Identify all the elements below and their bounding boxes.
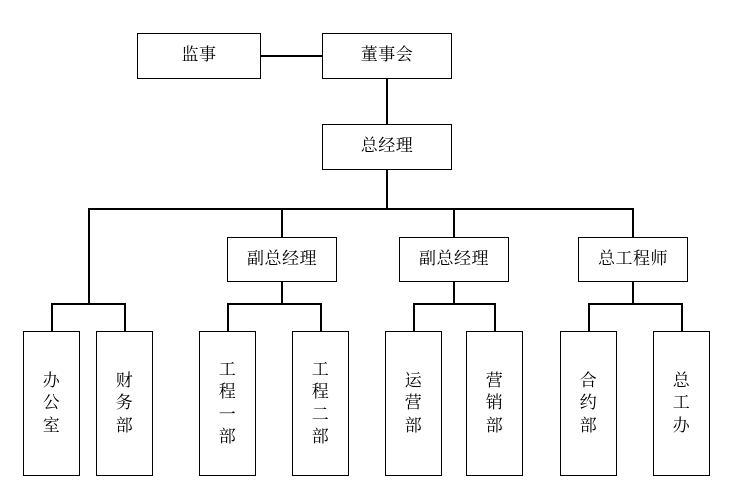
- node-label-eng-dept-1: 工程一部: [218, 360, 237, 447]
- connector-vgm2-bus: [413, 303, 494, 305]
- connector-bus-to-vgm1: [281, 208, 283, 237]
- connector-bus-left-drop: [88, 208, 90, 303]
- connector-vgm1-drop: [281, 282, 283, 303]
- node-office[interactable]: [23, 331, 80, 476]
- node-board[interactable]: [322, 33, 452, 79]
- connector-bus-to-vgm2: [453, 208, 455, 237]
- connector-vgm1-bus-to-eng2: [320, 303, 322, 331]
- node-label-gm: 总经理: [360, 136, 414, 157]
- connector-vgm2-drop: [453, 282, 455, 303]
- connector-chief-eng-drop: [632, 282, 634, 303]
- connector-admin-bus-to-finance: [124, 303, 126, 331]
- node-chief-eng[interactable]: [578, 237, 688, 282]
- node-vgm1[interactable]: [227, 237, 337, 282]
- connector-bus-to-chief-eng: [632, 208, 634, 237]
- node-label-finance: 财务部: [115, 371, 134, 436]
- node-label-chief-office: 总工办: [672, 371, 691, 436]
- connector-chief-eng-bus-to-gcoffice: [681, 303, 683, 331]
- connector-vgm1-bus-to-eng1: [227, 303, 229, 331]
- node-vgm2[interactable]: [399, 237, 509, 282]
- node-label-chief-eng: 总工程师: [598, 248, 668, 269]
- connector-board-to-gm: [386, 79, 388, 124]
- node-gm[interactable]: [322, 124, 452, 170]
- node-finance[interactable]: [96, 331, 153, 476]
- node-label-office: 办公室: [42, 371, 61, 436]
- node-eng-dept-1[interactable]: [199, 331, 256, 476]
- node-supervisor[interactable]: [137, 33, 261, 79]
- node-label-contract: 合约部: [579, 371, 598, 436]
- connector-vgm2-bus-to-operations: [413, 303, 415, 331]
- node-marketing[interactable]: [466, 331, 523, 476]
- connector-admin-bus-to-office: [51, 303, 53, 331]
- connector-supervisor-to-board: [261, 55, 322, 57]
- node-eng-dept-2[interactable]: [292, 331, 349, 476]
- connector-vgm2-bus-to-marketing: [494, 303, 496, 331]
- connector-main-bus: [88, 208, 633, 210]
- connector-gm-down-to-bus: [386, 170, 388, 208]
- node-operations[interactable]: [385, 331, 442, 476]
- node-label-eng-dept-2: 工程二部: [311, 360, 330, 447]
- connector-chief-eng-bus: [588, 303, 681, 305]
- connector-admin-bus: [51, 303, 125, 305]
- node-label-marketing: 营销部: [485, 371, 504, 436]
- node-label-vgm1: 副总经理: [247, 248, 317, 269]
- node-contract[interactable]: [560, 331, 617, 476]
- node-label-supervisor: 监事: [181, 45, 217, 66]
- node-chief-office[interactable]: [653, 331, 710, 476]
- connector-vgm1-bus: [227, 303, 321, 305]
- node-label-board: 董事会: [360, 45, 414, 66]
- connector-chief-eng-bus-to-contract: [588, 303, 590, 331]
- node-label-vgm2: 副总经理: [419, 248, 489, 269]
- node-label-operations: 运营部: [404, 371, 423, 436]
